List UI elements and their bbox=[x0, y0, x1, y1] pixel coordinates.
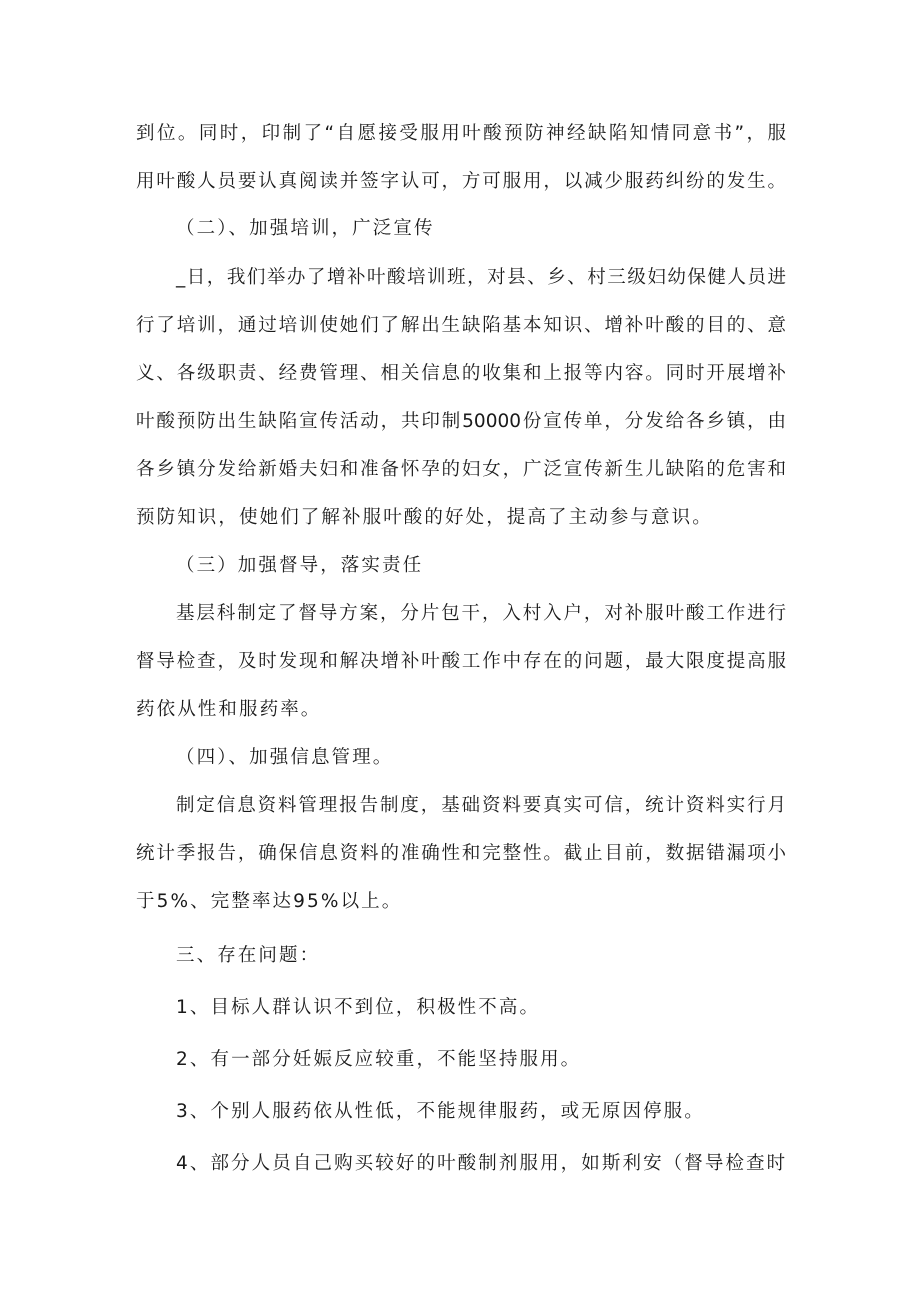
list-item: 3、个别人服药依从性低，不能规律服药，或无原因停服。 bbox=[176, 1101, 705, 1122]
list-item: 1、目标人群认识不到位，积极性不高。 bbox=[176, 997, 541, 1018]
text-line: 预防知识，使她们了解补服叶酸的好处，提高了主动参与意识。 bbox=[136, 507, 713, 528]
section-heading: （四）、加强信息管理。 bbox=[176, 747, 394, 768]
section-heading: （三）加强督导，落实责任 bbox=[176, 555, 424, 576]
text-line: _日，我们举办了增补叶酸培训班，对县、乡、村三级妇幼保健人员进 bbox=[176, 267, 786, 288]
text-line: 用叶酸人员要认真阅读并签字认可，方可服用，以减少服药纠纷的发生。 bbox=[136, 171, 786, 192]
text-line: 各乡镇分发给新婚夫妇和准备怀孕的妇女，广泛宣传新生儿缺陷的危害和 bbox=[136, 459, 786, 480]
text-line: 到位。同时，印制了“自愿接受服用叶酸预防神经缺陷知情同意书”，服 bbox=[136, 123, 786, 144]
text-line: 行了培训，通过培训使她们了解出生缺陷基本知识、增补叶酸的目的、意 bbox=[136, 315, 786, 336]
list-item: 4、部分人员自己购买较好的叶酸制剂服用，如斯利安（督导检查时 bbox=[176, 1153, 788, 1174]
text-line: 制定信息资料管理报告制度，基础资料要真实可信，统计资料实行月 bbox=[176, 795, 786, 816]
text-line: 基层科制定了督导方案，分片包干，入村入户，对补服叶酸工作进行 bbox=[176, 603, 786, 624]
text-line: 叶酸预防出生缺陷宣传活动，共印制50000份宣传单，分发给各乡镇，由 bbox=[136, 411, 786, 432]
text-line: 统计季报告，确保信息资料的准确性和完整性。截止目前，数据错漏项小 bbox=[136, 843, 786, 864]
list-item: 2、有一部分妊娠反应较重，不能坚持服用。 bbox=[176, 1049, 582, 1070]
text-line: 督导检查，及时发现和解决增补叶酸工作中存在的问题，最大限度提高服 bbox=[136, 651, 786, 672]
section-heading: 三、存在问题： bbox=[176, 945, 321, 966]
section-heading: （二）、加强培训，广泛宣传 bbox=[176, 218, 435, 239]
text-line: 药依从性和服药率。 bbox=[136, 699, 322, 720]
text-line: 义、各级职责、经费管理、相关信息的收集和上报等内容。同时开展增补 bbox=[136, 363, 786, 384]
text-line: 于5%、完整率达95%以上。 bbox=[136, 891, 403, 912]
